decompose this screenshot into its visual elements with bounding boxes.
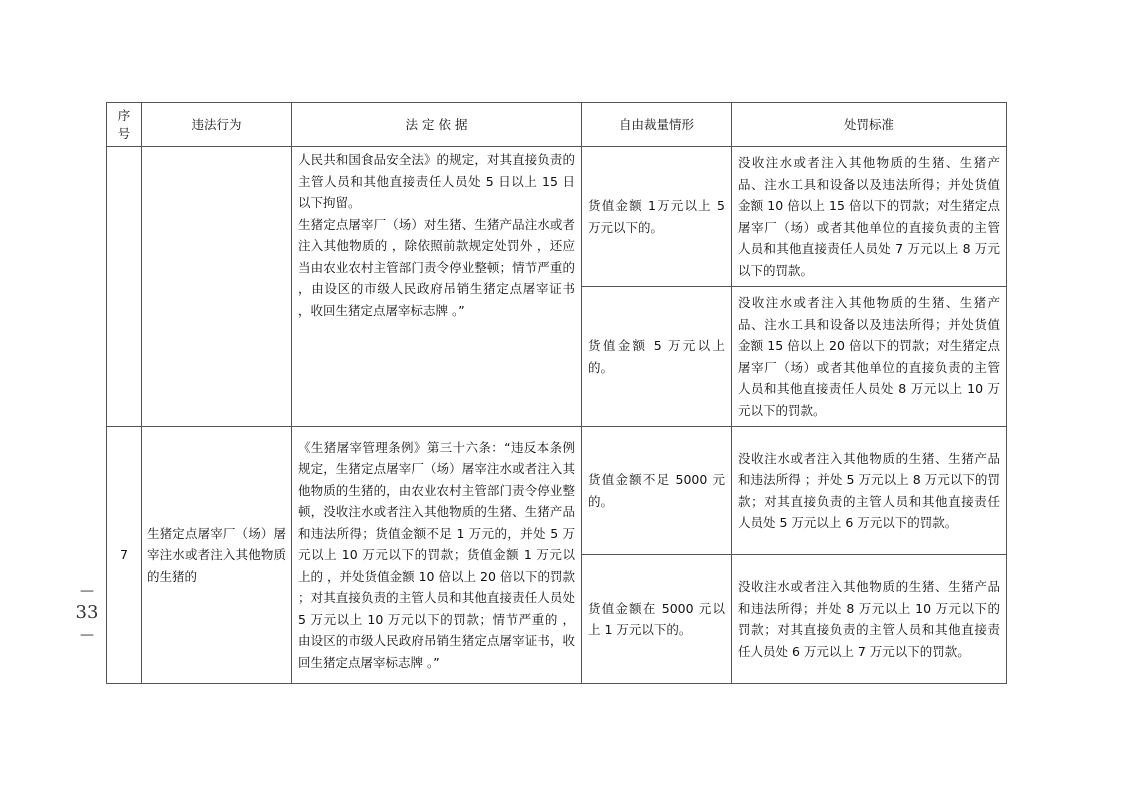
- page-number-dash-top: —: [80, 583, 94, 599]
- discretion-cell: 货值金额 1万元以上 5 万元以下的。: [582, 147, 732, 287]
- header-seq: 序号: [107, 103, 142, 147]
- penalty-cell: 没收注水或者注入其他物质的生猪、生猪产品和违法所得 ；并处 5 万元以上 8 万元以下的罚款；对其直接负责的主管人员和其他直接责任人员处 5 万元以上 6 万元以下的罚款。: [732, 427, 1007, 555]
- legal-basis-paragraph: 《生猪屠宰管理条例》第三十六条：“违反本条例规定，生猪定点屠宰厂（场）屠宰注水或者注入其他物质的生猪的，由农业农村主管部门责令停业整顿，没收注水或者注入其他物质的生猪、生猪产品和违法所得；货值金额不足 1 万元的，并处 5 万元以上 10 万元以下的罚款；货值金额 1 万元以上的 ，并处货值金额 10 倍以上 20 倍以下的罚款 ；对其直接负责的主管人员和其他直接责任人员处 5 万元以上 10 万元以下的罚款；情节严重的 ，由设区的市级人民政府吊销生猪定点屠宰证书，收回生猪定点屠宰标志牌 。”: [298, 439, 575, 670]
- legal-basis-paragraph: 人民共和国食品安全法》的规定，对其直接负责的主管人员和其他直接责任人员处 5 日以上 15 日以下拘留。: [298, 152, 575, 210]
- penalty-standards-table: [106, 102, 1007, 684]
- table-header-row: [107, 103, 1007, 147]
- penalty-cell: 没收注水或者注入其他物质的生猪、生猪产品、注水工具和设备以及违法所得；并处货值金额 10 倍以上 15 倍以下的罚款；对生猪定点屠宰厂（场）或者其他单位的直接负责的主管人员和其他直接责任人员处 7 万元以上 8 万元以下的罚款。: [732, 147, 1007, 287]
- violation-cell: 生猪定点屠宰厂（场）屠宰注水或者注入其他物质的生猪的: [142, 427, 292, 684]
- penalty-cell: 没收注水或者注入其他物质的生猪、生猪产品和违法所得；并处 8 万元以上 10 万元以下的罚款；对其直接负责的主管人员和其他直接责任人员处 6 万元以上 7 万元以下的罚款。: [732, 555, 1007, 684]
- penalty-cell: 没收注水或者注入其他物质的生猪、生猪产品、注水工具和设备以及违法所得；并处货值金额 15 倍以上 20 倍以下的罚款；对生猪定点屠宰厂（场）或者其他单位的直接负责的主管人员和其他直接责任人员处 8 万元以上 10 万元以下的罚款。: [732, 287, 1007, 427]
- header-violation: 违法行为: [142, 103, 292, 147]
- page-number-value: 33: [75, 602, 99, 623]
- seq-cell: 7: [107, 427, 142, 684]
- header-discretion: 自由裁量情形: [582, 103, 732, 147]
- header-legal-basis: 法 定 依 据: [292, 103, 582, 147]
- page-number-dash-bottom: —: [80, 627, 94, 643]
- discretion-cell: 货值金额在 5000 元以上 1 万元以下的。: [582, 555, 732, 684]
- page-number: [72, 582, 102, 644]
- table-row: [107, 147, 1007, 287]
- legal-basis-cell: [292, 147, 582, 427]
- violation-cell: [142, 147, 292, 427]
- seq-cell: [107, 147, 142, 427]
- header-penalty: 处罚标准: [732, 103, 1007, 147]
- discretion-cell: 货值金额不足 5000 元的。: [582, 427, 732, 555]
- discretion-cell: 货值金额 5 万元以上的。: [582, 287, 732, 427]
- legal-basis-cell: [292, 427, 582, 684]
- legal-basis-paragraph: 生猪定点屠宰厂（场）对生猪、生猪产品注水或者注入其他物质的 ，除依照前款规定处罚外 ，还应当由农业农村主管部门责令停业整顿；情节严重的 ，由设区的市级人民政府吊销生猪定点屠宰证书 ，收回生猪定点屠宰标志牌 。”: [298, 216, 575, 318]
- table-row: [107, 427, 1007, 555]
